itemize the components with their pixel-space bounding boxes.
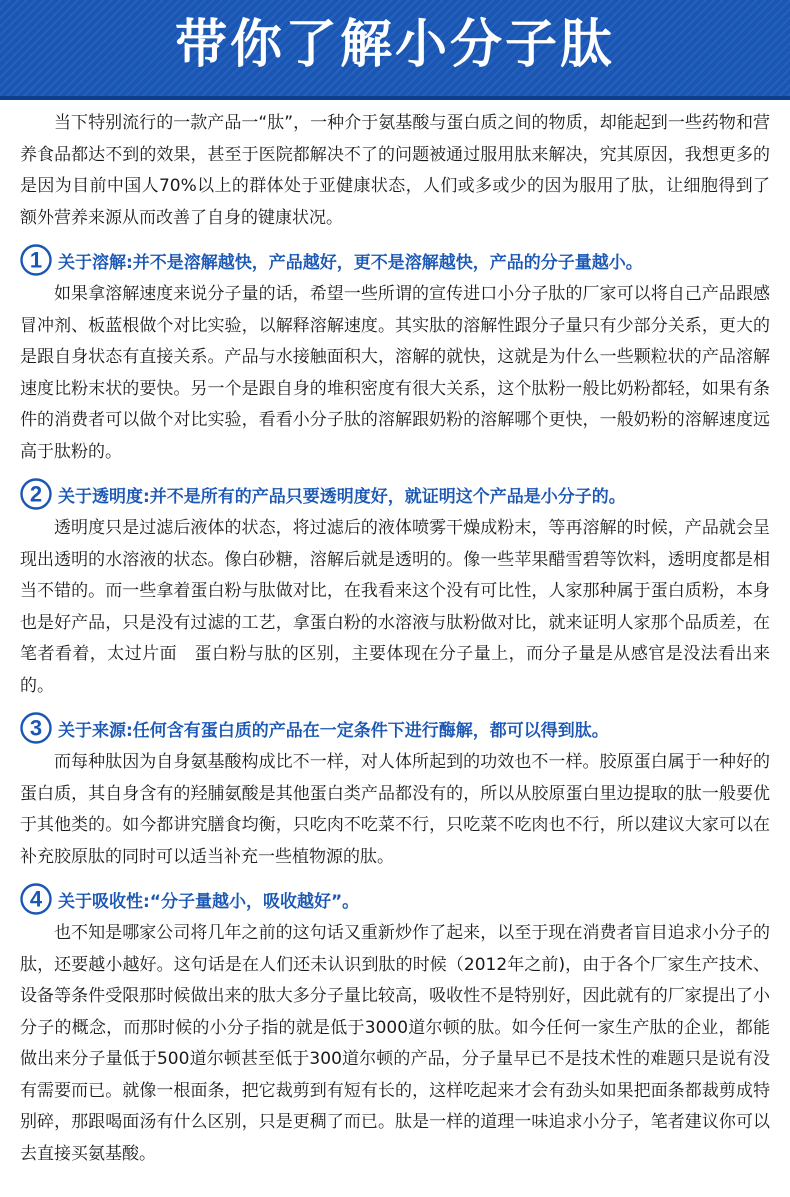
banner-divider	[0, 96, 790, 100]
article-body	[0, 108, 790, 1170]
section-heading	[20, 243, 770, 277]
section-heading	[20, 882, 770, 916]
section-heading	[20, 711, 770, 745]
section-paragraph: 透明度只是过滤后液体的状态，将过滤后的液体喷雾干燥成粉末，等再溶解的时候，产品就会呈现出透明的水溶液的状态。像白砂糖，溶解后就是透明的。像一些苹果醋雪碧等饮料，透明度都是相当不错的。而一些拿着蛋白粉与肽做对比，在我看来这个没有可比性，人家那种属于蛋白质粉，本身也是好产品，只是没有过滤的工艺，拿蛋白粉的水溶液与肽粉做对比，就来证明人家那个品质差，在笔者看着，太过片面 蛋白粉与肽的区别，主要体现在分子量上，而分子量是从感官是没法看出来的。	[20, 518, 770, 696]
circled-number-icon	[20, 478, 52, 510]
section-paragraph: 而每种肽因为自身氨基酸构成比不一样，对人体所起到的功效也不一样。胶原蛋白属于一种好的蛋白质，其自身含有的羟脯氨酸是其他蛋白类产品都没有的，所以从胶原蛋白里边提取的肽一般要优于其他类的。如今都讲究膳食均衡，只吃肉不吃菜不行，只吃菜不吃肉也不行，所以建议大家可以在补充胶原肽的同时可以适当补充一些植物源的肽。	[20, 752, 770, 867]
section-number: 3	[29, 715, 43, 741]
section-number: 4	[29, 886, 43, 912]
section-transparency	[20, 477, 770, 702]
section-heading-text: 关于透明度:并不是所有的产品只要透明度好，就证明这个产品是小分子的。	[58, 486, 626, 507]
section-heading-text: 关于吸收性:“分子量越小，吸收越好”。	[58, 891, 360, 912]
circled-number-icon	[20, 712, 52, 744]
page-title: 带你了解小分子肽	[174, 15, 615, 75]
section-number: 1	[29, 247, 43, 273]
section-heading-text: 关于溶解:并不是溶解越快，产品越好，更不是溶解越快，产品的分子量越小。	[58, 252, 643, 273]
section-paragraph: 如果拿溶解速度来说分子量的话，希望一些所谓的宣传进口小分子肽的厂家可以将自己产品跟感冒冲剂、板蓝根做个对比实验，以解释溶解速度。其实肽的溶解性跟分子量只有少部分关系，更大的是跟自身状态有直接关系。产品与水接触面积大，溶解的就快，这就是为什么一些颗粒状的产品溶解速度比粉末状的要快。另一个是跟自身的堆积密度有很大关系，这个肽粉一般比奶粉都轻，如果有条件的消费者可以做个对比实验，看看小分子肽的溶解跟奶粉的溶解哪个更快，一般奶粉的溶解速度远高于肽粉的。	[20, 284, 770, 462]
title-banner	[0, 0, 790, 100]
section-heading	[20, 477, 770, 511]
section-solubility	[20, 243, 770, 468]
section-absorption	[20, 882, 770, 1170]
section-heading-text: 关于来源:任何含有蛋白质的产品在一定条件下进行酶解，都可以得到肽。	[58, 720, 609, 741]
section-number: 2	[29, 481, 43, 507]
circled-number-icon	[20, 883, 52, 915]
circled-number-icon	[20, 244, 52, 276]
section-paragraph: 也不知是哪家公司将几年之前的这句话又重新炒作了起来，以至于现在消费者盲目追求小分子的肽，还要越小越好。这句话是在人们还未认识到肽的时候（2012年之前)，由于各个厂家生产技术、设备等条件受限那时候做出来的肽大多分子量比较高，吸收性不是特别好，因此就有的厂家提出了小分子的概念，而那时候的小分子指的就是低于3000道尔顿的肽。如今任何一家生产肽的企业，都能做出来分子量低于500道尔顿甚至低于300道尔顿的产品，分子量早已不是技术性的难题只是说有没有需要而已。就像一根面条，把它裁剪到有短有长的，这样吃起来才会有劲头如果把面条都裁剪成特别碎，那跟喝面汤有什么区别，只是更稠了而已。肽是一样的道理一味追求小分子，笔者建议你可以去直接买氨基酸。	[20, 923, 770, 1164]
section-source	[20, 711, 770, 873]
intro-paragraph: 当下特别流行的一款产品一“肽”，一种介于氨基酸与蛋白质之间的物质，却能起到一些药物和营养食品都达不到的效果，甚至于医院都解决不了的问题被通过服用肽来解决，究其原因，我想更多的是因为目前中国人70%以上的群体处于亚健康状态，人们或多或少的因为服用了肽，让细胞得到了额外营养来源从而改善了自身的键康状况。	[20, 113, 770, 228]
